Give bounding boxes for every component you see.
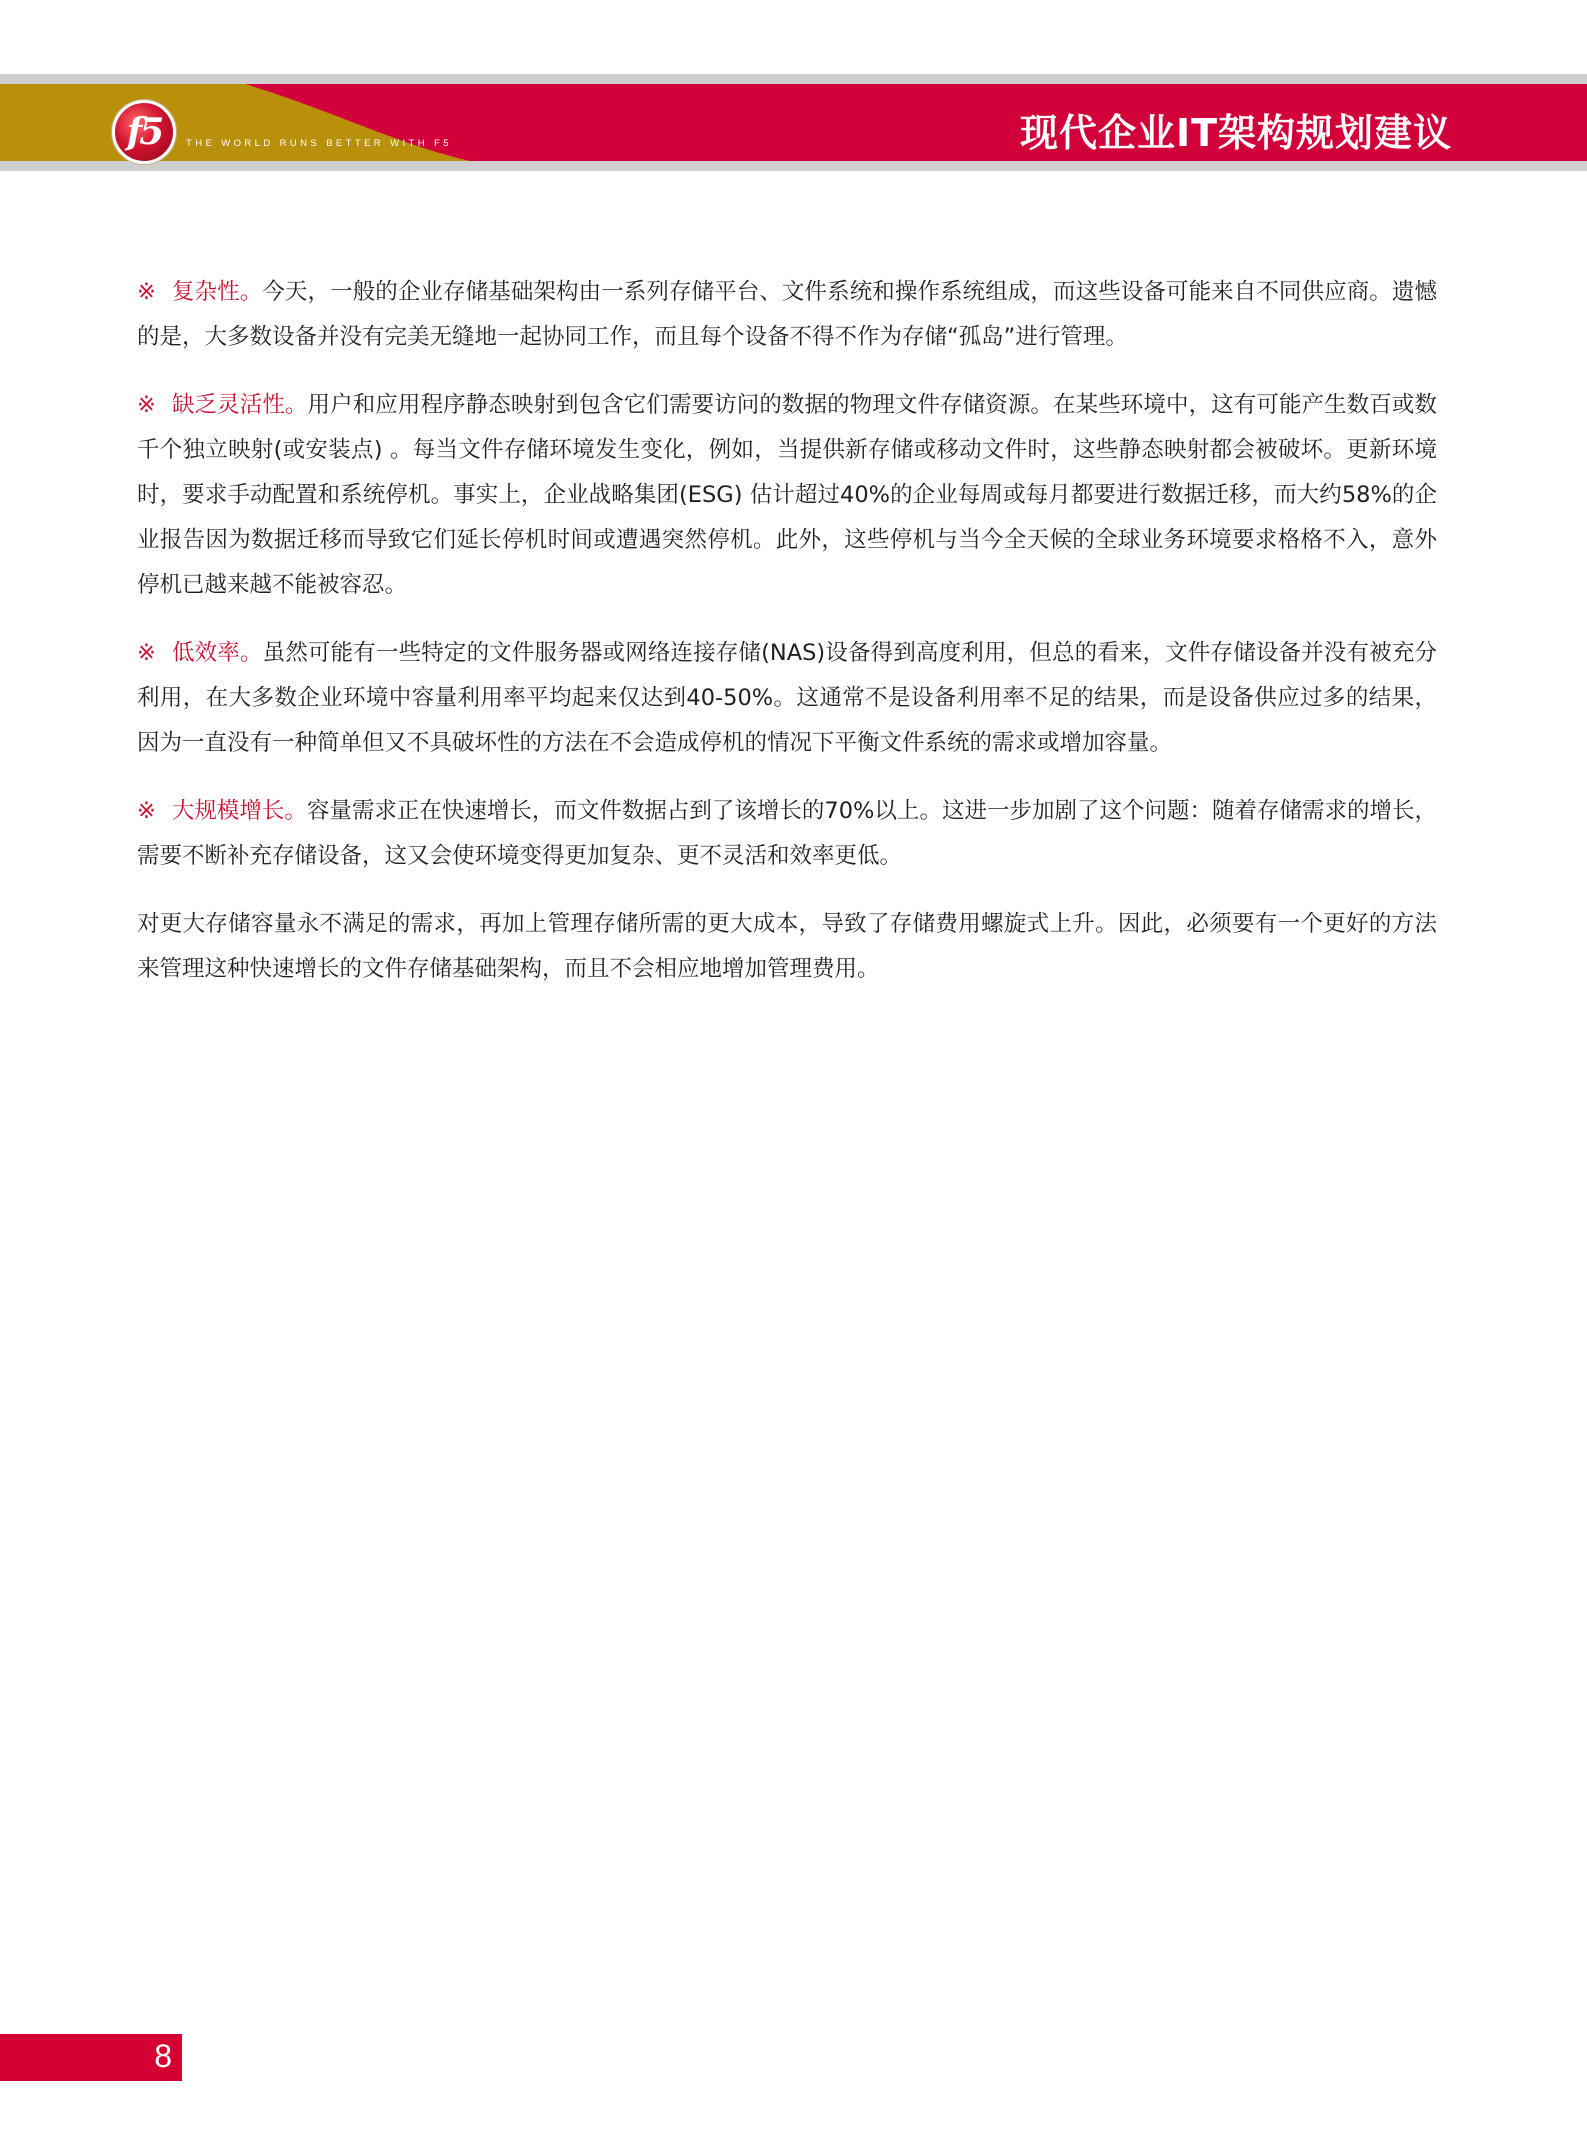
bullet-growth [137, 789, 1437, 879]
bullet-text: 虽然可能有一些特定的文件服务器或网络连接存储(NAS)设备得到高度利用，但总的看来，文件存储设备并没有被充分利用，在大多数企业环境中容量利用率平均起来仅达到40-50%。这通常不是设备利用率不足的结果，而是设备供应过多的结果，因为一直没有一种简单但又不具破坏性的方法在不会造成停机的情况下平衡文件系统的需求或增加容量。 [137, 640, 1437, 756]
page-number: 8 [154, 2038, 172, 2074]
bullet-complexity [137, 270, 1437, 360]
main-content [137, 270, 1437, 1015]
bullet-text: 今天，一般的企业存储基础架构由一系列存储平台、文件系统和操作系统组成，而这些设备可能来自不同供应商。遗憾的是，大多数设备并没有完美无缝地一起协同工作，而且每个设备不得不作为存储“孤岛”进行管理。 [137, 279, 1437, 350]
reference-mark-icon: ※ [137, 640, 157, 666]
bullet-title: 缺乏灵活性。 [171, 392, 308, 418]
reference-mark-icon: ※ [137, 798, 156, 824]
bullet-inefficiency [137, 631, 1437, 766]
bullet-title: 复杂性。 [171, 279, 263, 305]
closing-paragraph: 对更大存储容量永不满足的需求，再加上管理存储所需的更大成本，导致了存储费用螺旋式上升。因此，必须要有一个更好的方法来管理这种快速增长的文件存储基础架构，而且不会相应地增加管理费用。 [137, 911, 1437, 982]
reference-mark-icon: ※ [137, 392, 156, 418]
page-number-badge [0, 2034, 182, 2081]
bullet-title: 大规模增长。 [171, 798, 307, 824]
bullet-text: 用户和应用程序静态映射到包含它们需要访问的数据的物理文件存储资源。在某些环境中，这有可能产生数百或数千个独立映射(或安装点) 。每当文件存储环境发生变化，例如，当提供新存储或移动文件时，这些静态映射都会被破坏。更新环境时，要求手动配置和系统停机。事实上，企业战略集团(ESG) 估计超过40%的企业每周或每月都要进行数据迁移，而大约58%的企业报告因为数据迁移而导致它们延长停机时间或遭遇突然停机。此外，这些停机与当今全天候的全球业务环境要求格格不入，意外停机已越来越不能被容忍。 [137, 392, 1437, 598]
page-header [0, 0, 1587, 180]
f5-logo [112, 100, 176, 164]
reference-mark-icon: ※ [137, 279, 156, 305]
document-title: 现代企业IT架构规划建议 [1019, 111, 1452, 155]
bullet-text: 容量需求正在快速增长，而文件数据占到了该增长的70%以上。这进一步加剧了这个问题：随着存储需求的增长，需要不断补充存储设备，这又会使环境变得更加复杂、更不灵活和效率更低。 [137, 798, 1437, 869]
tagline: THE WORLD RUNS BETTER WITH F5 [186, 138, 452, 149]
bullet-inflexibility [137, 383, 1437, 608]
logo-text: f5 [126, 111, 162, 153]
bullet-title: 低效率。 [172, 640, 263, 666]
